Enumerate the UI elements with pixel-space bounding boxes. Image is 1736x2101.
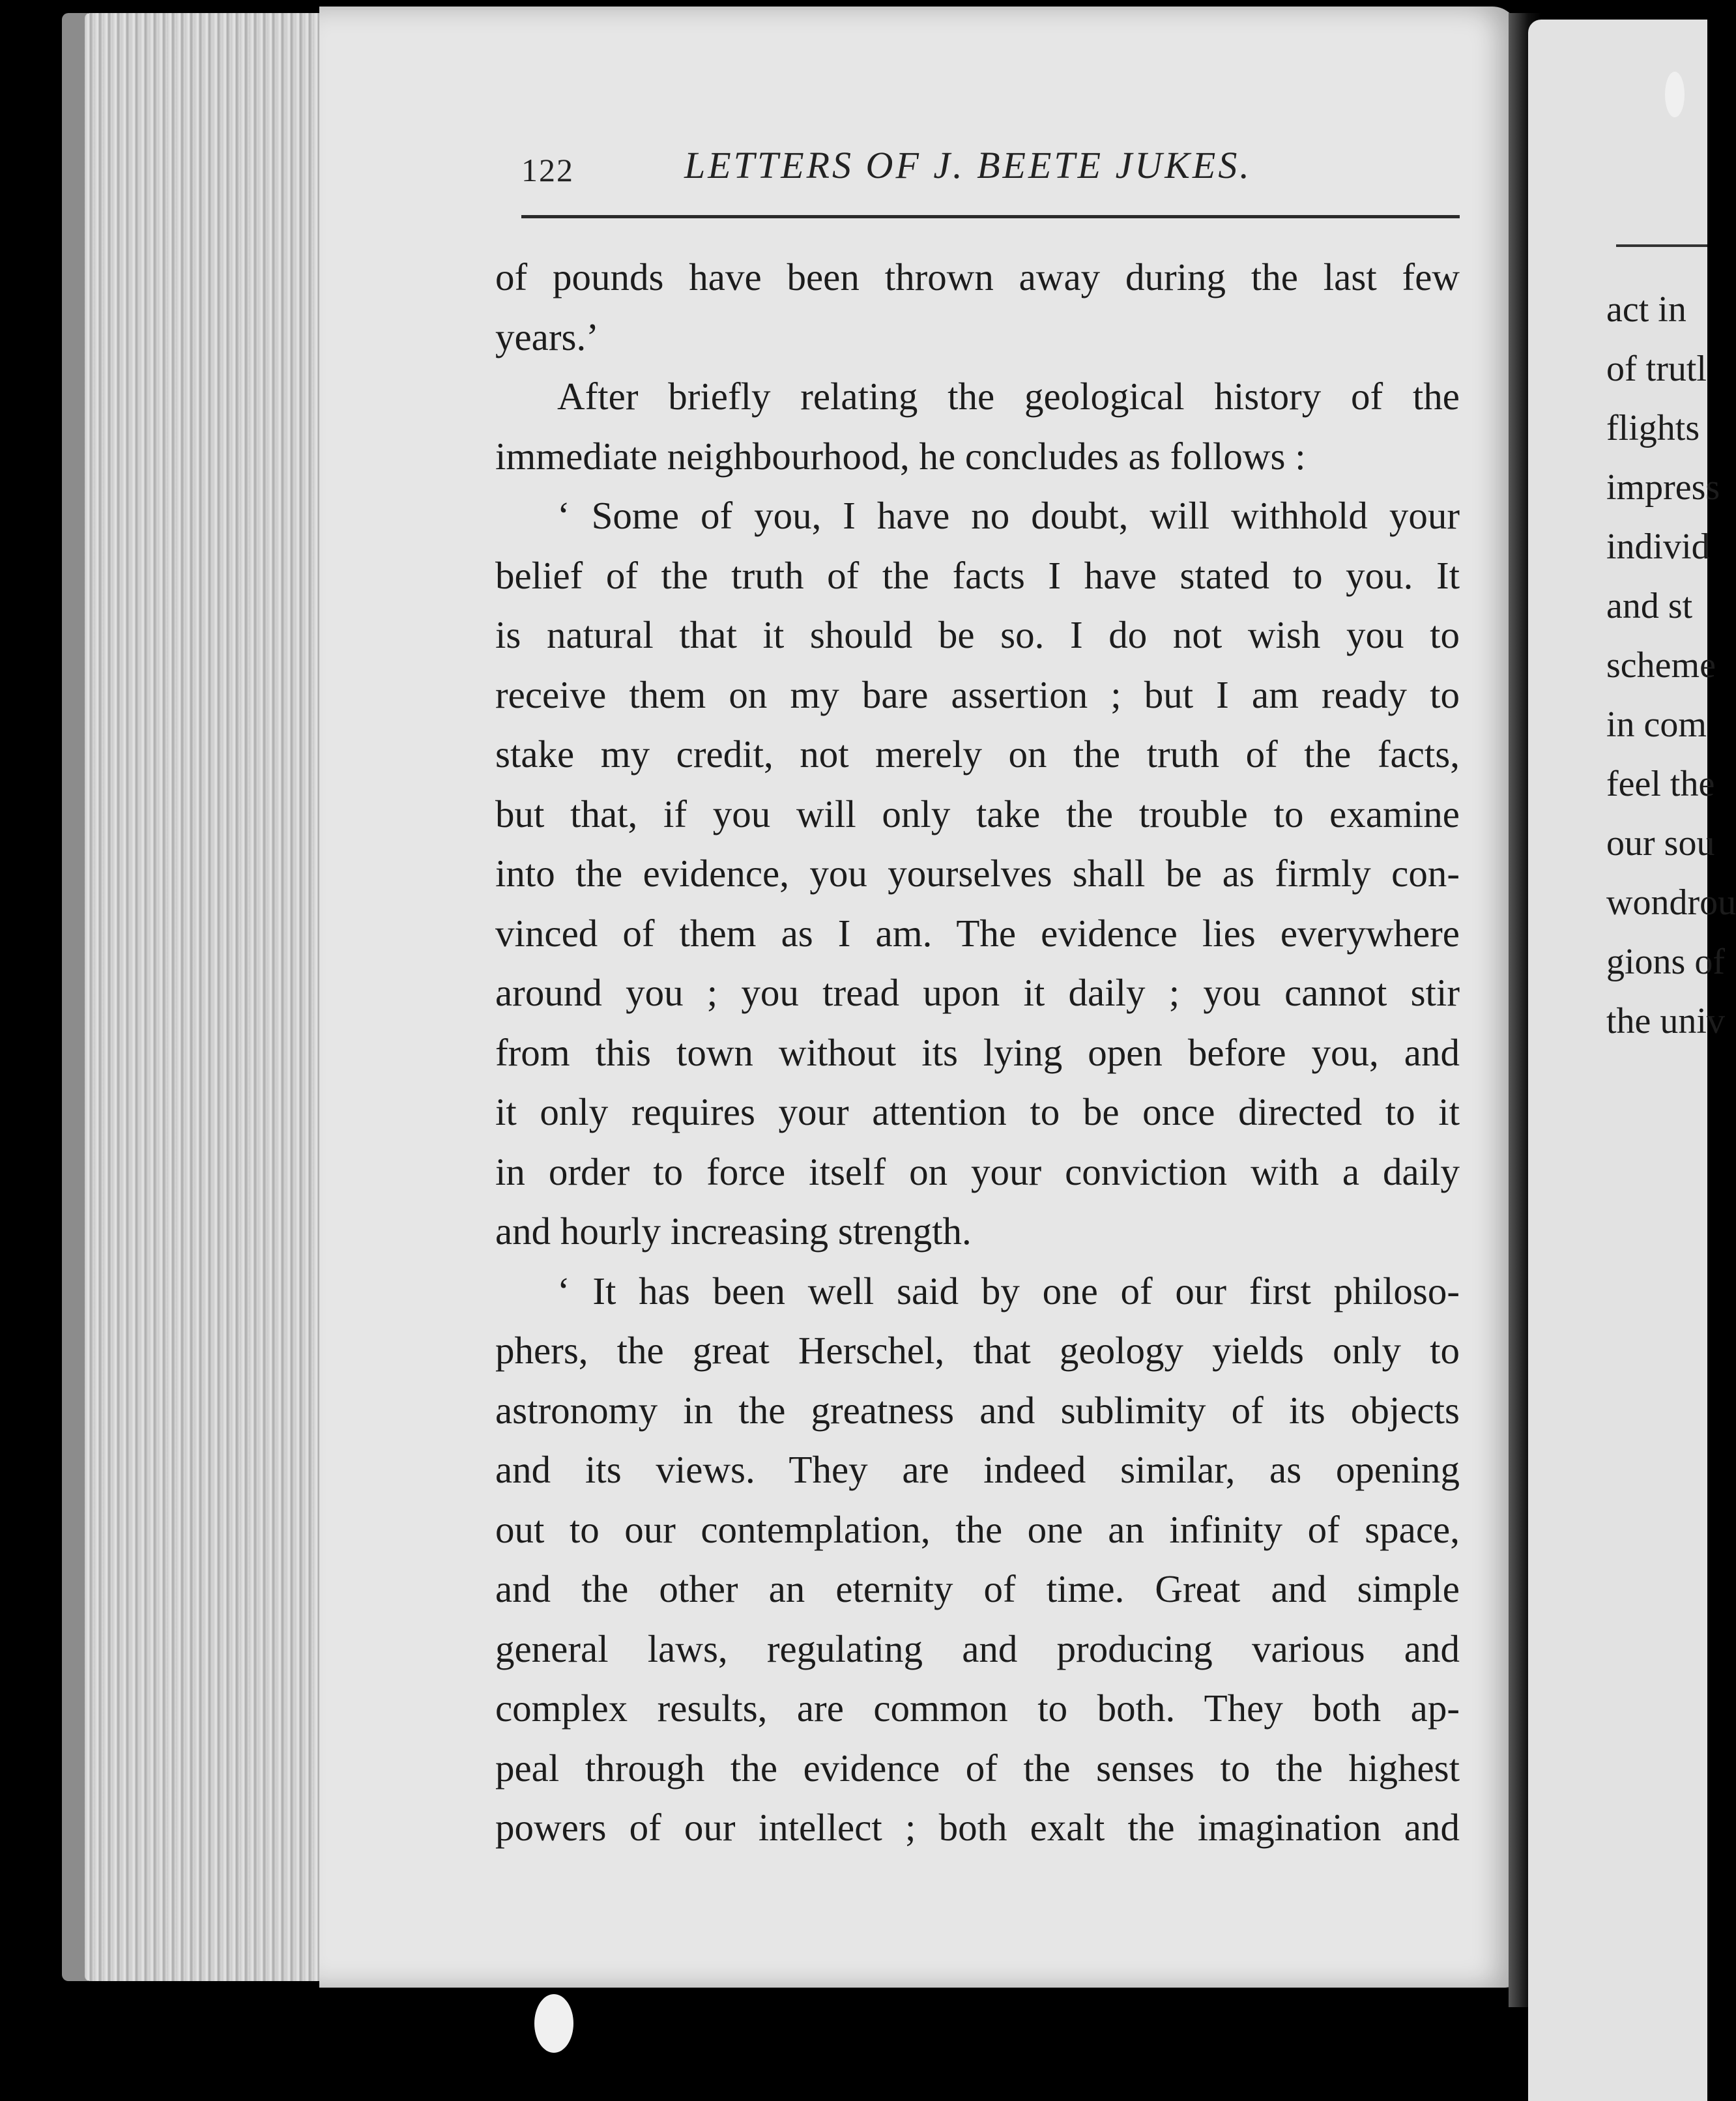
text-line: immediate neighbourhood, he concludes as follows : [495, 434, 1306, 478]
text-line: astronomy in the greatness and sublimity of its objects [495, 1388, 1460, 1432]
facing-text-line: gions of [1606, 942, 1725, 982]
text-line: of pounds have been thrown away during the last few [495, 255, 1460, 298]
text-line: stake my credit, not merely on the truth of the facts, [495, 732, 1460, 775]
page-header [521, 143, 1460, 196]
text-line: and hourly increasing strength. [495, 1210, 972, 1253]
text-line: ‘ Some of you, I have no doubt, will withhold your [557, 494, 1460, 537]
text-line: belief of the truth of the facts I have stated to you. It [495, 553, 1460, 597]
text-line: around you ; you tread upon it daily ; you cannot stir [495, 971, 1460, 1014]
body-text [495, 248, 1460, 1858]
text-line: and its views. They are indeed similar, as opening [495, 1448, 1460, 1491]
text-line: and the other an eternity of time. Great and simple [495, 1567, 1460, 1610]
text-line: out to our contemplation, the one an infinity of space, [495, 1507, 1460, 1551]
facing-text-line: impress [1606, 467, 1720, 508]
text-line: years.’ [495, 315, 599, 358]
text-line: general laws, regulating and producing various and [495, 1627, 1460, 1670]
text-line: ‘ It has been well said by one of our first philoso- [557, 1269, 1460, 1312]
text-line: powers of our intellect ; both exalt the imagination and [495, 1806, 1460, 1849]
text-line: but that, if you will only take the trouble to examine [495, 792, 1460, 835]
scan-speck [1665, 72, 1685, 117]
facing-page-rule [1616, 244, 1707, 247]
facing-text-line: feel the [1606, 764, 1715, 804]
text-line: is natural that it should be so. I do not wish you to [495, 613, 1460, 656]
book-spine-edge [62, 13, 88, 1981]
text-line: After briefly relating the geological history of the [557, 375, 1460, 418]
facing-text-line: the univ [1606, 1001, 1725, 1041]
text-line: into the evidence, you yourselves shall be as firmly con- [495, 852, 1460, 895]
facing-text-line: flights [1606, 408, 1700, 448]
text-line: vinced of them as I am. The evidence lies everywhere [495, 911, 1460, 955]
facing-text-line: and st [1606, 586, 1693, 626]
facing-text-line: wondrou [1606, 882, 1736, 923]
facing-text-line: act in [1606, 289, 1686, 330]
facing-text-line: individ [1606, 527, 1710, 567]
facing-text-line: of trutl [1606, 349, 1707, 389]
page-number: 122 [521, 152, 574, 188]
running-head: LETTERS OF J. BEETE JUKES. [684, 144, 1252, 186]
facing-text-line: scheme [1606, 645, 1716, 686]
text-line: phers, the great Herschel, that geology yields only to [495, 1329, 1460, 1372]
facing-text-line: in com [1606, 704, 1707, 745]
header-rule [521, 215, 1460, 218]
text-line: it only requires your attention to be once directed to it [495, 1090, 1460, 1133]
scan-speck [534, 1994, 573, 2053]
page-edges [85, 13, 332, 1981]
text-line: receive them on my bare assertion ; but I am ready to [495, 673, 1460, 716]
text-line: in order to force itself on your conviction with a daily [495, 1150, 1460, 1193]
text-line: from this town without its lying open before you, and [495, 1030, 1460, 1074]
facing-text-line: our sou [1606, 823, 1715, 863]
text-line: complex results, are common to both. They both ap- [495, 1687, 1460, 1730]
text-line: peal through the evidence of the senses to the highest [495, 1746, 1460, 1789]
facing-page-text [1606, 280, 1736, 1051]
